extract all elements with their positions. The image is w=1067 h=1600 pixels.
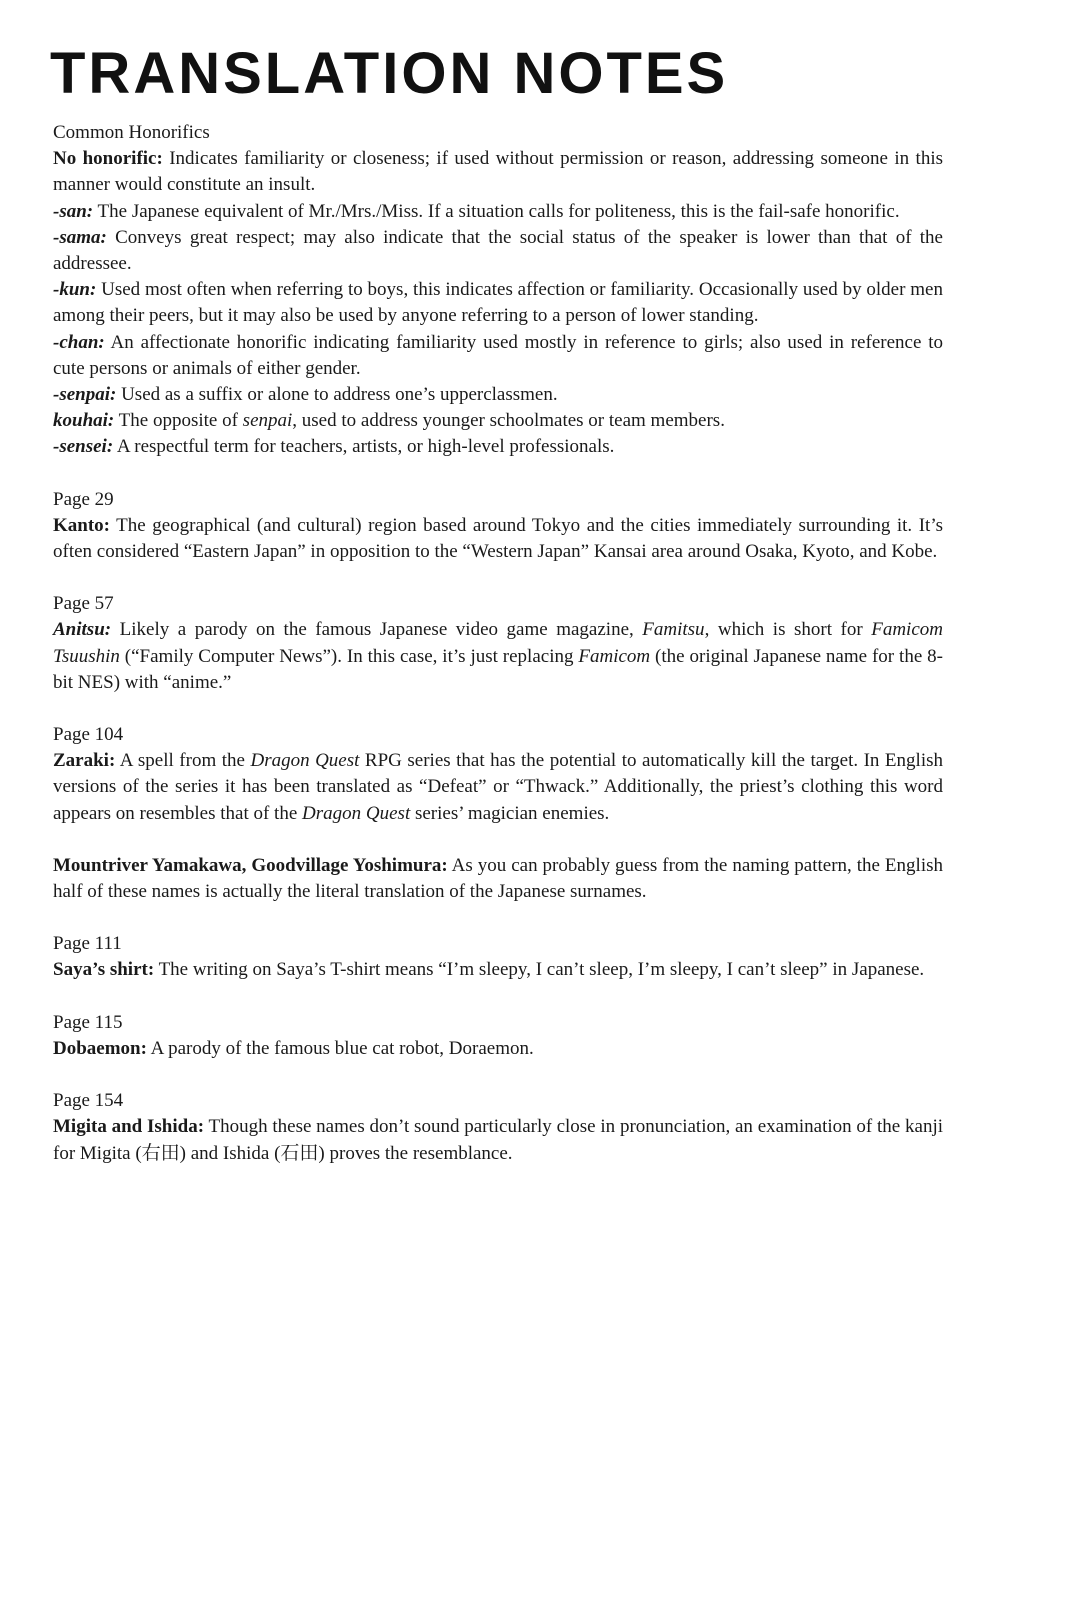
honorific-term: No honorific: bbox=[53, 148, 163, 170]
honorific-definition: A respectful term for teachers, artists, or high-level professionals. bbox=[113, 436, 615, 458]
note-term: Zaraki: bbox=[53, 750, 116, 772]
honorific-term: -san: bbox=[53, 200, 94, 222]
page-reference: Page 57 bbox=[53, 593, 114, 615]
honorific-term: -sama: bbox=[53, 226, 107, 248]
honorific-term: -kun: bbox=[53, 279, 97, 301]
section-heading: Common Honorifics bbox=[53, 122, 210, 143]
honorific-term: kouhai: bbox=[53, 410, 115, 432]
honorific-term: -chan: bbox=[53, 331, 105, 353]
note-definition: The writing on Saya’s T-shirt means “I’m sleepy, I can’t sleep, I’m sleepy, I can’t sleep” in Japanese. bbox=[154, 959, 925, 981]
honorific-entry bbox=[53, 225, 943, 277]
note-entry: Anitsu: Likely a parody on the famous Japanese video game magazine, Famitsu, which is short for Famicom Tsuushin (“Family Computer News”). In this case, it’s just replacing Famicom (the original Japanese name for the 8-bit NES) with “anime.” bbox=[53, 619, 943, 693]
notes-body bbox=[53, 120, 943, 1167]
honorific-entry bbox=[53, 199, 943, 225]
note-term: Anitsu: bbox=[53, 619, 112, 641]
honorific-definition: The Japanese equivalent of Mr./Mrs./Miss. If a situation calls for politeness, this is the fail-safe honorific. bbox=[93, 200, 900, 222]
note-entry bbox=[53, 957, 943, 983]
honorific-entry bbox=[53, 330, 943, 382]
honorific-entry bbox=[53, 146, 943, 198]
note-term: Kanto: bbox=[53, 514, 110, 536]
honorific-term: -senpai: bbox=[53, 384, 117, 406]
note-definition: Though these names don’t sound particularly close in pronunciation, an examination of the kanji for Migita (右田) and Ishida (石田) proves the resemblance. bbox=[53, 1116, 943, 1164]
note-entry bbox=[53, 1036, 943, 1062]
note-entry bbox=[53, 513, 943, 565]
page-reference: Page 111 bbox=[53, 933, 122, 955]
page-title: TRANSLATION NOTES bbox=[50, 41, 729, 106]
page-reference: Page 154 bbox=[53, 1090, 124, 1112]
note-entry bbox=[53, 853, 943, 905]
note-term: Saya’s shirt: bbox=[53, 959, 155, 981]
note-term: Dobaemon: bbox=[53, 1037, 147, 1059]
note-definition: The geographical (and cultural) region based around Tokyo and the cities immediately surrounding it. It’s often considered “Eastern Japan” in opposition to the “Western Japan” Kansai area around Osaka, Kyoto, and Kobe. bbox=[53, 514, 943, 563]
page-reference: Page 29 bbox=[53, 488, 114, 510]
honorific-term: -sensei: bbox=[53, 436, 114, 458]
note-entry: Zaraki: A spell from the Dragon Quest RPG series that has the potential to automatically kill the target. In English versions of the series it has been translated as “Defeat” or “Thwack.” Additionally, the priest’s clothing this word appears on resembles that of the Dragon Quest series’ magician enemies. bbox=[53, 750, 943, 824]
note-definition: As you can probably guess from the naming pattern, the English half of these names is actually the literal translation of the Japanese surnames. bbox=[53, 854, 943, 903]
honorific-definition: Used as a suffix or alone to address one’s upperclassmen. bbox=[116, 384, 558, 406]
page-reference: Page 115 bbox=[53, 1011, 123, 1033]
honorific-entry bbox=[53, 434, 943, 460]
honorific-entry bbox=[53, 277, 943, 329]
honorific-definition: Indicates familiarity or closeness; if used without permission or reason, addressing someone in this manner would constitute an insult. bbox=[53, 148, 943, 196]
note-term: Mountriver Yamakawa, Goodvillage Yoshimura: bbox=[53, 854, 448, 876]
page-reference: Page 104 bbox=[53, 724, 124, 746]
honorific-definition: An affectionate honorific indicating familiarity used mostly in reference to girls; also used in reference to cute persons or animals of either gender. bbox=[53, 331, 943, 379]
honorific-entry: kouhai: The opposite of senpai, used to address younger schoolmates or team members. bbox=[53, 410, 725, 432]
honorific-definition: Conveys great respect; may also indicate that the social status of the speaker is lower than that of the addressee. bbox=[53, 226, 943, 275]
note-definition: A parody of the famous blue cat robot, Doraemon. bbox=[146, 1037, 534, 1059]
note-entry bbox=[53, 1114, 943, 1166]
honorific-entry bbox=[53, 382, 943, 408]
honorific-definition: Used most often when referring to boys, this indicates affection or familiarity. Occasionally used by older men among their peers, but it may also be used by anyone referring to a person of lower standing. bbox=[53, 279, 943, 327]
note-term: Migita and Ishida: bbox=[53, 1116, 205, 1138]
